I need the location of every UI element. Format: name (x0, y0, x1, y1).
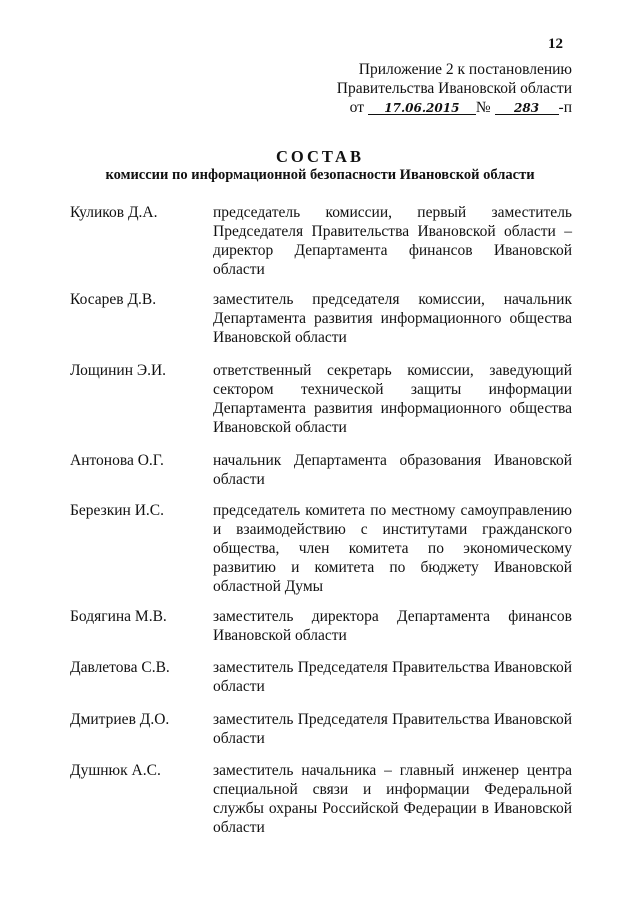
member-role: председатель комитета по местному самоуправлению и взаимодействию с институтами гражданского общества, член комитета по экономическому развитию и комитета по бюджету Ивановской областной Думы (213, 502, 572, 595)
appendix-line-2: Правительства Ивановской области (336, 80, 572, 97)
member-role: заместитель директора Департамента финансов Ивановской области (213, 608, 572, 644)
appendix-header (312, 60, 572, 117)
member-name: Куликов Д.А. (70, 204, 158, 221)
member-row (70, 501, 572, 596)
member-name: Дмитриев Д.О. (70, 711, 170, 728)
date-handwritten: 17.06.2015 (384, 101, 460, 115)
member-role: заместитель Председателя Правительства Ивановской области (213, 659, 572, 695)
member-role: заместитель председателя комиссии, начальник Департамента развития информационного общества Ивановской области (213, 291, 572, 346)
member-row (70, 203, 572, 279)
member-row (70, 761, 572, 837)
appendix-line-3 (312, 98, 572, 117)
member-name: Душнюк А.С. (70, 762, 161, 779)
document-subtitle: комиссии по информационной безопасности Ивановской области (105, 167, 535, 183)
number-suffix: -п (558, 99, 572, 116)
member-row (70, 607, 572, 645)
member-name: Косарев Д.В. (70, 291, 157, 308)
from-label: от (349, 99, 364, 116)
member-row (70, 710, 572, 748)
document-title: СОСТАВ (276, 147, 364, 166)
member-row (70, 361, 572, 437)
members-list (70, 203, 572, 837)
member-row (70, 451, 572, 489)
number-label: № (475, 99, 491, 116)
member-name: Давлетова С.В. (70, 659, 170, 676)
number-handwritten: 283 (514, 101, 540, 115)
date-field (368, 98, 476, 115)
member-role: начальник Департамента образования Ивановской области (213, 452, 572, 488)
member-row (70, 658, 572, 696)
number-field (495, 98, 559, 115)
appendix-line-1: Приложение 2 к постановлению (358, 61, 572, 78)
member-name: Бодягина М.В. (70, 608, 167, 625)
member-name: Лощинин Э.И. (70, 362, 167, 379)
member-role: председатель комиссии, первый заместитель Председателя Правительства Ивановской области – директор Департамента финансов Ивановской области (213, 204, 572, 278)
member-name: Березкин И.С. (70, 502, 164, 519)
page-number: 12 (548, 36, 563, 52)
member-name: Антонова О.Г. (70, 452, 164, 469)
member-role: ответственный секретарь комиссии, заведующий сектором технической защиты информации Департамента развития информационного общества Ивановской области (213, 362, 572, 436)
member-row (70, 290, 572, 347)
member-role: заместитель начальника – главный инженер центра специальной связи и информации Федеральной службы охраны Российской Федерации в Ивановской области (213, 762, 572, 836)
member-role: заместитель Председателя Правительства Ивановской области (213, 711, 572, 747)
